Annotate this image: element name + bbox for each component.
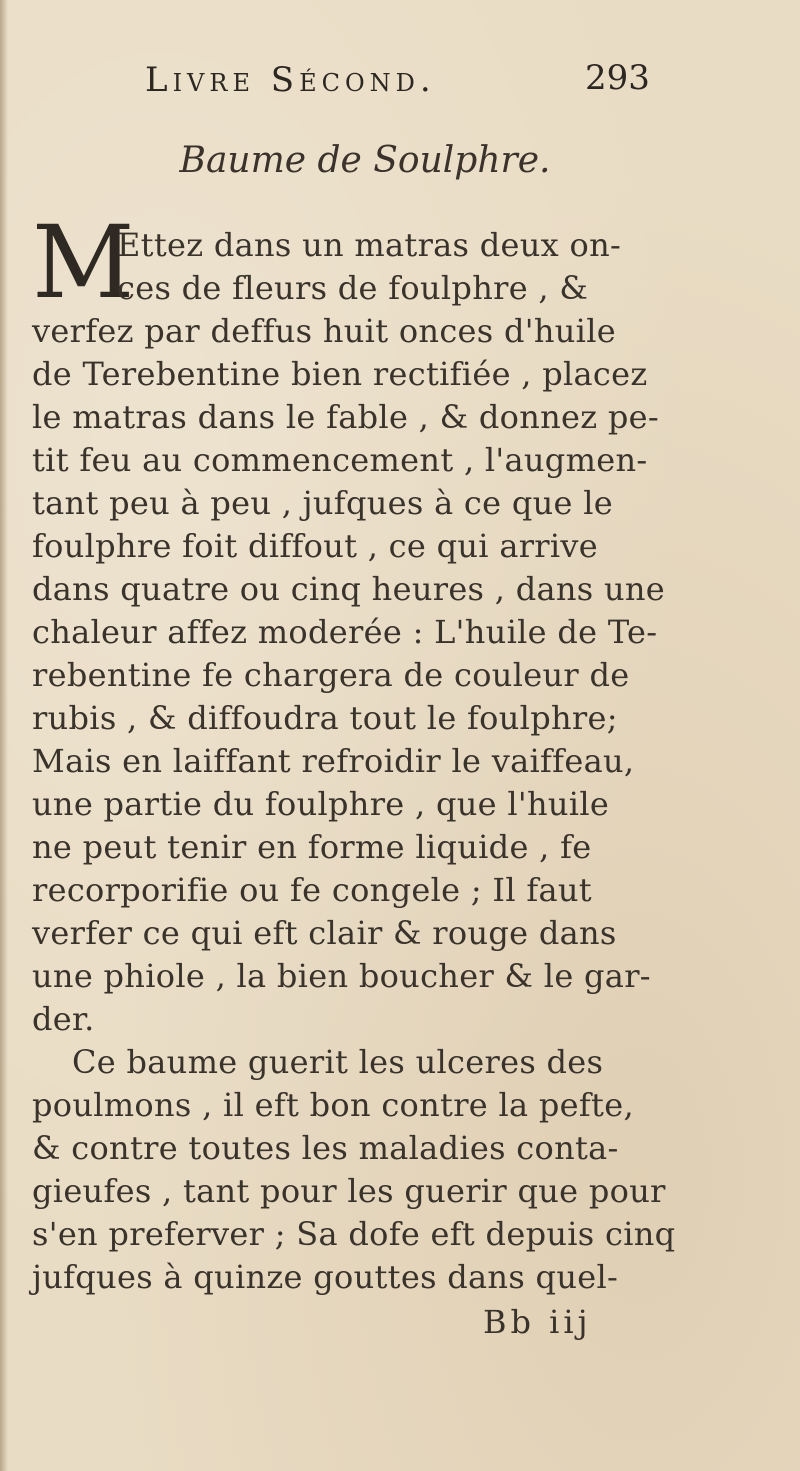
text-line: s'en preferver ; Sa dofe eft depuis cinq (32, 1215, 676, 1253)
text-line: chaleur affez moderée : L'huile de Te- (32, 613, 658, 651)
text-line: ces de fleurs de foulphre , & (117, 269, 589, 307)
text-line: verfez par deffus huit onces d'huile (32, 312, 616, 350)
text-line: rebentine fe chargera de couleur de (32, 656, 630, 694)
text-line: de Terebentine bien rectifiée , placez (32, 355, 648, 393)
text-line: Ettez dans un matras deux on- (117, 226, 622, 264)
text-line: jufques à quinze gouttes dans quel- (32, 1258, 619, 1296)
text-line: gieufes , tant pour les guerir que pour (32, 1172, 666, 1210)
text-line: Ce baume guerit les ulceres des (72, 1043, 604, 1081)
text-line: dans quatre ou cinq heures , dans une (32, 570, 666, 608)
signature-mark: Bb iij (483, 1303, 592, 1341)
text-line: foulphre foit diffout , ce qui arrive (32, 527, 599, 565)
text-line: tant peu à peu , jufques à ce que le (32, 484, 614, 522)
text-line: ne peut tenir en forme liquide , fe (32, 828, 592, 866)
text-line: Mais en laiffant refroidir le vaiffeau, (32, 742, 635, 780)
text-line: poulmons , il eft bon contre la pefte, (32, 1086, 634, 1124)
text-line: der. (32, 1000, 95, 1038)
text-line: verfer ce qui eft clair & rouge dans (32, 914, 617, 952)
running-head: Livre Sécond. (145, 60, 436, 100)
text-line: & contre toutes les maladies conta- (32, 1129, 619, 1167)
text-line: le matras dans le fable , & donnez pe- (32, 398, 660, 436)
section-title: Baume de Soulphre. (179, 140, 551, 181)
page-number: 293 (585, 58, 650, 98)
text-line: recorporifie ou fe congele ; Il faut (32, 871, 592, 909)
drop-cap: M (32, 204, 135, 321)
text-line: rubis , & diffoudra tout le foulphre; (32, 699, 618, 737)
page-binding-edge (0, 0, 8, 1471)
text-line: une partie du foulphre , que l'huile (32, 785, 610, 823)
text-line: tit feu au commencement , l'augmen- (32, 441, 648, 479)
text-line: une phiole , la bien boucher & le gar- (32, 957, 651, 995)
